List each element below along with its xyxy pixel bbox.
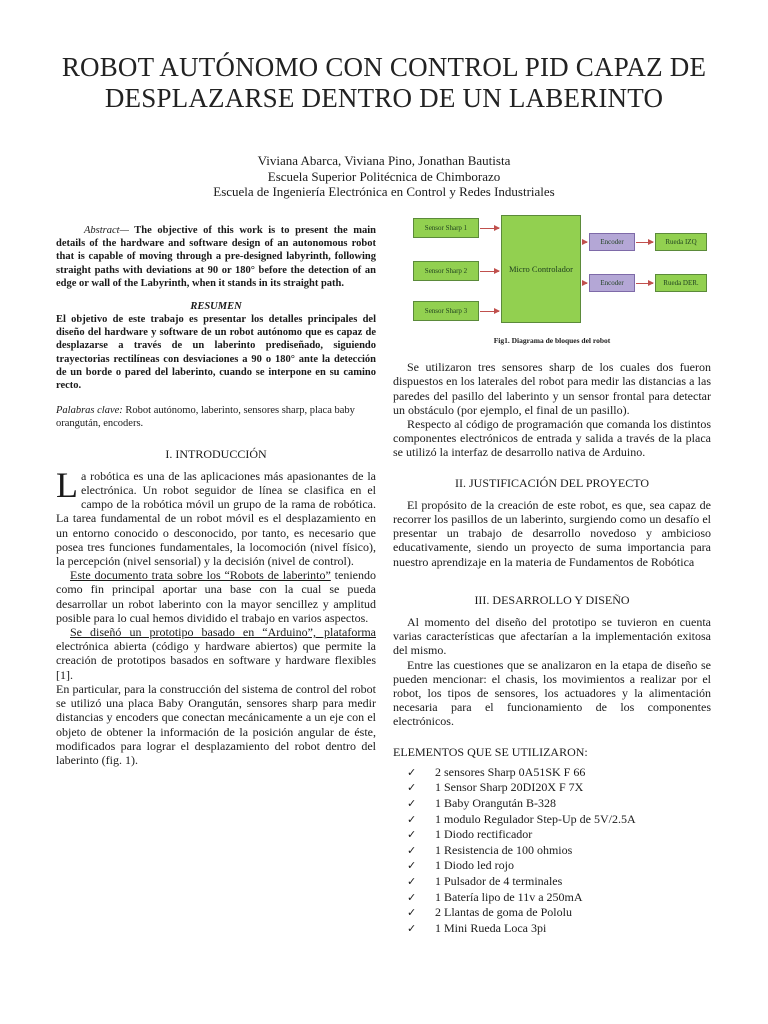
block-diagram bbox=[393, 212, 711, 328]
elements-list bbox=[393, 765, 711, 937]
section-heading-desarrollo: III. DESARROLLO Y DISEÑO bbox=[474, 592, 630, 607]
intro-paragraph-1 bbox=[56, 464, 376, 569]
arrow-encoder2-wheel bbox=[636, 283, 653, 284]
intro-paragraph-4: En particular, para la construcción del sistema de control del robot se utilizó una placa Baby Orangután, sensores sharp para medir distancias y encoders que conectan mecánicamente a un eje con el objeto de obtener la información de la posición angular de éste, modificados para lograr el desplazamiento del robot dentro del laberinto (fig. 1). bbox=[56, 681, 376, 767]
right-paragraph-1: Se utilizaron tres sensores sharp de los cuales dos fueron dispuestos en los laterales del robot para medir las distancias a las paredes del pasillo del laberinto y un sensor frontal para detectar un obstáculo (por ejemplo, el final de un pasillo). bbox=[393, 360, 711, 417]
desarrollo-paragraph-1: Al momento del diseño del prototipo se tuvieron en cuenta varias características que afectarían a la implementación exitosa del mismo. bbox=[393, 615, 711, 658]
list-item: ✓ 1 Mini Rueda Loca 3pi bbox=[407, 921, 711, 937]
intro-paragraph-3-text: electrónica abierta (código y hardware abiertos) que permite la creación de prototipos basados en software y hardware flexibles [1]. bbox=[56, 639, 376, 682]
diagram-wheel-left: Rueda IZQ bbox=[655, 233, 707, 251]
intro-paragraph-1-text: a robótica es una de las aplicaciones más apasionantes de la electrónica. Un robot seguidor de línea se clasifica en el campo de la robótica móvil un grupo de la rama de robótica. La tarea fundamental de un robot móvil es el desplazamiento en un entorno conocido o desconocido, por tanto, es necesario que posea tres funciones fundamentales, la locomoción (nivel físico), la percepción (nivel sensorial) y la decisión (nivel de control). bbox=[56, 468, 376, 569]
list-item: ✓ 2 sensores Sharp 0A51SK F 66 bbox=[407, 765, 711, 781]
intro-paragraph-2-text: teniendo como fin principal aportar una base con la cual se pueda desarrollar un robot laberinto con la mayor sencillez y amplitud posible para lo cual hemos dividido el trabajo en varios aspectos. bbox=[56, 568, 376, 625]
list-item: ✓ 1 Diodo led rojo bbox=[407, 858, 711, 874]
arrow-sensor1-micro bbox=[480, 228, 499, 229]
figure-caption: Fig1. Diagrama de bloques del robot bbox=[493, 336, 611, 345]
justificacion-paragraph: El propósito de la creación de este robot, es que, sea capaz de recorrer los pasillos de un laberinto, surgiendo como un desafío el presentar un trabajo de desarrollo novedoso y ambicioso educativamente, siendo un proyecto de suma importancia para nuestro aprendizaje en la materia de Fundamentos de Robótica bbox=[393, 497, 711, 569]
author-names: Viviana Abarca, Viviana Pino, Jonathan Bautista bbox=[257, 153, 511, 168]
diagram-encoder-right: Encoder bbox=[589, 274, 635, 292]
diagram-sensor-3: Sensor Sharp 3 bbox=[413, 301, 479, 321]
affiliation-university: Escuela Superior Politécnica de Chimborazo bbox=[267, 168, 501, 184]
affiliation-school: Escuela de Ingeniería Electrónica en Control y Redes Industriales bbox=[213, 184, 555, 199]
keywords-label: Palabras clave: bbox=[56, 405, 123, 417]
section-heading-justificacion: II. JUSTIFICACIÓN DEL PROYECTO bbox=[454, 475, 649, 490]
elements-heading: ELEMENTOS QUE SE UTILIZARON: bbox=[393, 744, 588, 759]
right-paragraph-2: Respecto al código de programación que comanda los distintos componentes electrónicos de entrada y salida a través de la placa se utilizó la interfaz de desarrollo nativa de Arduino. bbox=[393, 417, 711, 460]
arrow-sensor3-micro bbox=[480, 311, 499, 312]
list-item: ✓ 1 modulo Regulador Step-Up de 5V/2.5A bbox=[407, 812, 711, 828]
intro-paragraph-3-underlined: Se diseñó un prototipo basado en “Arduino”, plataforma bbox=[70, 625, 376, 640]
abstract-label: Abstract— bbox=[84, 225, 129, 236]
paper-title: ROBOT AUTÓNOMO CON CONTROL PID CAPAZ DE DESPLAZARSE DENTRO DE UN LABERINTO bbox=[61, 52, 707, 113]
section-heading-introduccion: I. INTRODUCCIÓN bbox=[165, 446, 267, 461]
arrow-sensor2-micro bbox=[480, 271, 499, 272]
list-item: ✓ 1 Pulsador de 4 terminales bbox=[407, 874, 711, 890]
desarrollo-paragraph-2: Entre las cuestiones que se analizaron en la etapa de diseño se pueden mencionar: el chasis, los movimientos a realizar por el robot, los tipos de sensores, los actuadores y la alimentación necesaria para el funcionamiento de los componentes electrónicos. bbox=[393, 657, 711, 729]
resumen-heading: RESUMEN bbox=[190, 301, 242, 313]
diagram-sensor-1: Sensor Sharp 1 bbox=[413, 218, 479, 238]
keywords-text: Robot autónomo, laberinto, sensores sharp, placa baby orangután, encoders. bbox=[56, 405, 355, 430]
list-item: ✓ 1 Batería lipo de 11v a 250mA bbox=[407, 890, 711, 906]
drop-cap: L bbox=[56, 464, 78, 505]
arrow-micro-encoder2 bbox=[582, 283, 587, 284]
abstract-text: The objective of this work is to present the main details of the hardware and software design of an autonomous robot that is capable of moving through a pre-designed labyrinth, following straight paths with deviations at 90 or 180° before the detection of an edge or wall of the Labyrinth, when it stands in its straight path. bbox=[56, 225, 376, 289]
diagram-encoder-left: Encoder bbox=[589, 233, 635, 251]
arrow-encoder1-wheel bbox=[636, 242, 653, 243]
abstract bbox=[56, 224, 376, 290]
intro-paragraph-3 bbox=[56, 625, 376, 682]
diagram-microcontroller: Micro Controlador bbox=[501, 215, 581, 323]
right-column bbox=[393, 212, 711, 936]
author-block bbox=[60, 153, 708, 200]
intro-paragraph-2-underlined: Este documento trata sobre los “Robots de laberinto” bbox=[70, 568, 331, 583]
keywords bbox=[56, 404, 376, 430]
intro-paragraph-2 bbox=[56, 568, 376, 625]
left-column bbox=[56, 224, 376, 767]
arrow-micro-encoder1 bbox=[582, 242, 587, 243]
list-item: ✓ 1 Diodo rectificador bbox=[407, 827, 711, 843]
diagram-wheel-right: Rueda DER. bbox=[655, 274, 707, 292]
list-item: ✓ 1 Sensor Sharp 20DI20X F 7X bbox=[407, 780, 711, 796]
list-item: ✓ 1 Baby Orangután B-328 bbox=[407, 796, 711, 812]
list-item: ✓ 2 Llantas de goma de Pololu bbox=[407, 905, 711, 921]
resumen-text: El objetivo de este trabajo es presentar los detalles principales del diseño del hardware y software de un robot autónomo que es capaz de desplazarse a través de un laberinto prediseñado, siguiendo trayectorias rectilíneas con desviaciones a 90 o 180° ante la detección de un borde o pared del laberinto, cuando se interpone en su camino recto. bbox=[56, 314, 376, 392]
diagram-sensor-2: Sensor Sharp 2 bbox=[413, 261, 479, 281]
list-item: ✓ 1 Resistencia de 100 ohmios bbox=[407, 843, 711, 859]
